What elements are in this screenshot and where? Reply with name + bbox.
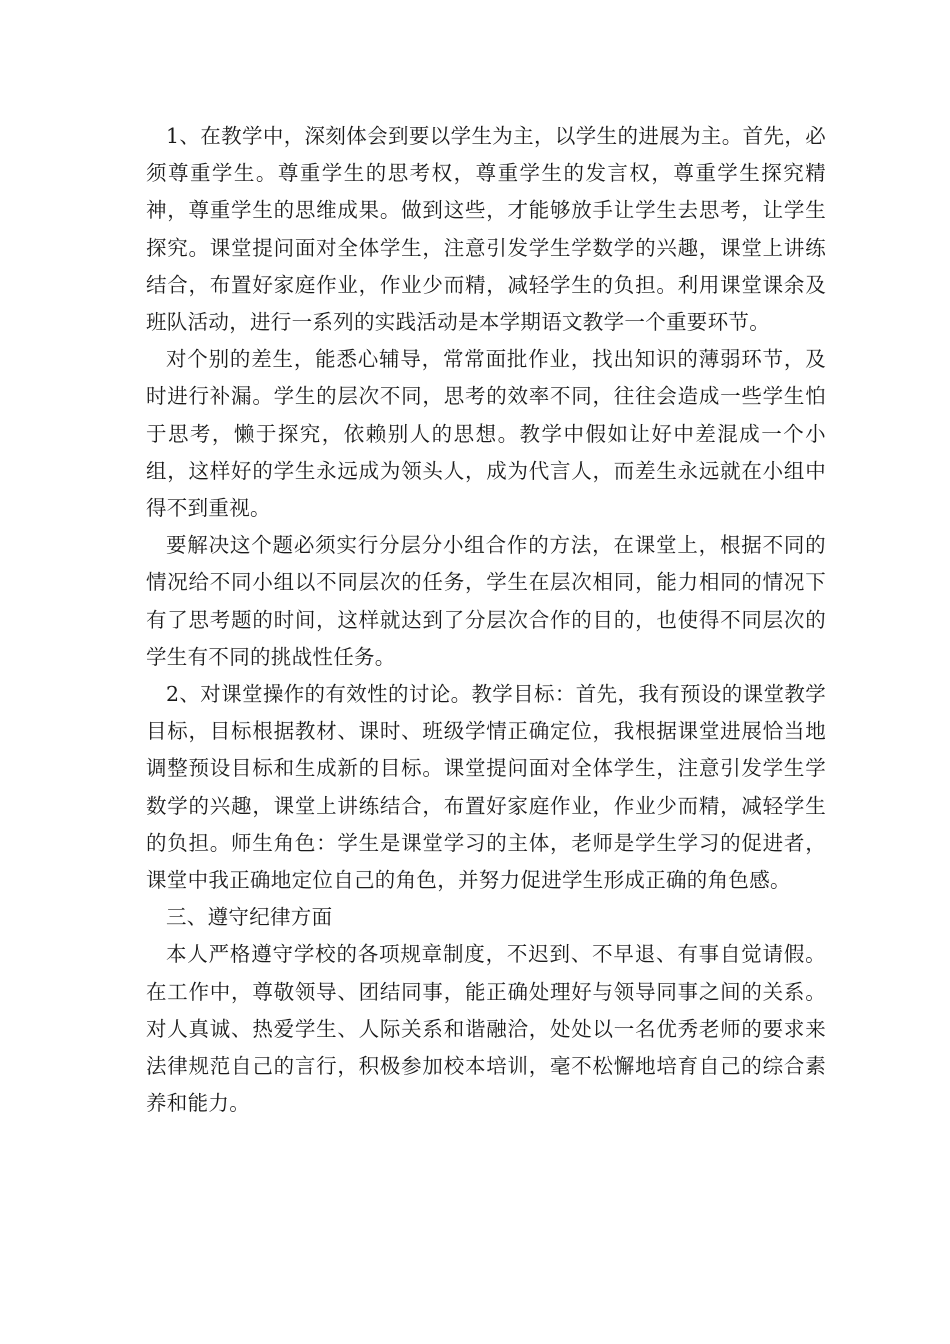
paragraph-classroom-effectiveness: 2、对课堂操作的有效性的讨论。教学目标：首先，我有预设的课堂教学目标，目标根据教材、课时、班级学情正确定位，我根据课堂进展恰当地调整预设目标和生成新的目标。课堂提问面对全体学生，注意引发学生学数学的兴趣，课堂上讲练结合，布置好家庭作业，作业少而精，减轻学生的负担。师生角色：学生是课堂学习的主体，老师是学生学习的促进者，课堂中我正确地定位自己的角色，并努力促进学生形成正确的角色感。 <box>146 682 826 893</box>
paragraph-teaching-approach: 1、在教学中，深刻体会到要以学生为主，以学生的进展为主。首先，必须尊重学生。尊重学生的思考权，尊重学生的发言权，尊重学生探究精神，尊重学生的思维成果。做到这些，才能够放手让学生去思考，让学生探究。课堂提问面对全体学生，注意引发学生学数学的兴趣，课堂上讲练结合，布置好家庭作业，作业少而精，减轻学生的负担。利用课堂课余及班队活动，进行一系列的实践活动是本学期语文教学一个重要环节。 <box>146 124 826 335</box>
document-body <box>146 118 826 1122</box>
section-heading-discipline: 三、遵守纪律方面 <box>166 905 333 930</box>
paragraph-group-cooperation: 要解决这个题必须实行分层分小组合作的方法，在课堂上，根据不同的情况给不同小组以不同层次的任务，学生在层次相同，能力相同的情况下有了思考题的时间，这样就达到了分层次合作的目的，也使得不同层次的学生有不同的挑战性任务。 <box>146 533 826 669</box>
paragraph-struggling-students: 对个别的差生，能悉心辅导，常常面批作业，找出知识的薄弱环节，及时进行补漏。学生的层次不同，思考的效率不同，往往会造成一些学生怕于思考，懒于探究，依赖别人的思想。教学中假如让好中差混成一个小组，这样好的学生永远成为领头人，成为代言人，而差生永远就在小组中得不到重视。 <box>146 347 826 521</box>
paragraph-discipline: 本人严格遵守学校的各项规章制度，不迟到、不早退、有事自觉请假。在工作中，尊敬领导、团结同事，能正确处理好与领导同事之间的关系。对人真诚、热爱学生、人际关系和谐融洽，处处以一名优秀老师的要求来法律规范自己的言行，积极参加校本培训，毫不松懈地培育自己的综合素养和能力。 <box>146 942 826 1116</box>
